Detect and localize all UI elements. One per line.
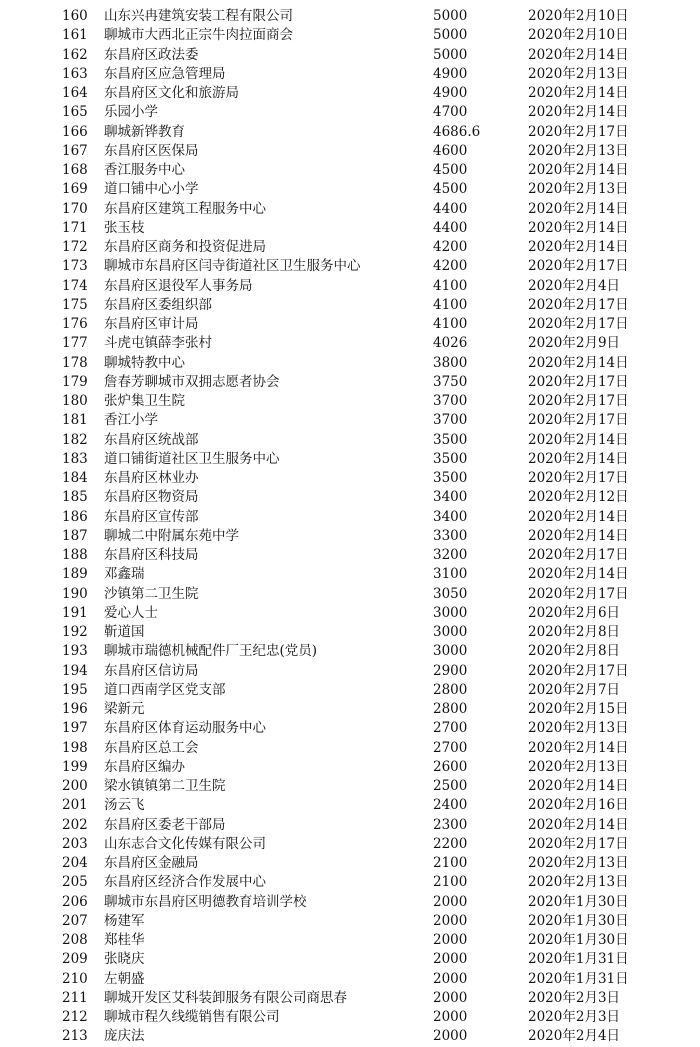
table-row: [0, 180, 700, 199]
donor-name: 聊城市瑞德机械配件厂王纪忠(党员): [104, 643, 318, 660]
donation-date: 2020年2月10日: [528, 27, 629, 44]
donation-date: 2020年2月17日: [528, 835, 629, 852]
donation-date: 2020年2月17日: [528, 412, 629, 429]
table-row: [0, 200, 700, 219]
donor-name: 左朝盛: [104, 970, 145, 987]
table-row: [0, 46, 700, 65]
donation-amount: 3200: [433, 547, 468, 563]
donation-date: 2020年2月17日: [528, 316, 629, 332]
donation-date: 2020年2月3日: [528, 989, 621, 1006]
donor-name: 东昌府区应急管理局: [104, 65, 226, 82]
donor-name: 邓鑫瑞: [104, 566, 145, 583]
donation-date: 2020年2月17日: [528, 258, 629, 275]
table-row: [0, 219, 700, 238]
table-row: [0, 719, 700, 738]
donation-date: 2020年2月13日: [528, 758, 629, 775]
table-row: [0, 854, 700, 873]
donor-name: 东昌府区信访局: [104, 662, 199, 679]
donation-date: 2020年2月14日: [528, 778, 629, 794]
donation-amount: 2000: [433, 932, 468, 948]
table-row: [0, 65, 700, 84]
table-row: [0, 161, 700, 180]
donation-amount: 4100: [433, 277, 468, 294]
donor-name: 东昌府区科技局: [104, 547, 199, 563]
donor-name: 爱心人士: [104, 604, 158, 621]
donation-amount: 2800: [433, 681, 468, 698]
donor-name: 乐园小学: [104, 104, 158, 121]
donor-name: 东昌府区林业办: [104, 470, 199, 486]
donation-date: 2020年2月8日: [528, 643, 621, 660]
donation-date: 2020年1月30日: [528, 893, 629, 910]
row-number: 168: [62, 162, 88, 178]
donation-date: 2020年2月17日: [528, 470, 629, 486]
row-number: 173: [62, 258, 88, 275]
donation-date: 2020年2月14日: [528, 104, 629, 121]
donation-amount: 4400: [433, 200, 468, 217]
donation-date: 2020年2月4日: [528, 277, 621, 294]
row-number: 191: [62, 604, 88, 621]
table-row: [0, 7, 700, 26]
donation-amount: 4200: [433, 239, 468, 255]
donation-amount: 2100: [433, 855, 468, 871]
table-row: [0, 546, 700, 565]
donation-amount: 2000: [433, 912, 468, 929]
donation-date: 2020年2月13日: [528, 181, 629, 198]
table-row: [0, 103, 700, 122]
table-row: [0, 238, 700, 257]
donation-date: 2020年2月14日: [528, 739, 629, 756]
donation-date: 2020年2月14日: [528, 46, 629, 63]
donor-name: 梁新元: [104, 701, 145, 717]
donation-amount: 3700: [433, 412, 468, 429]
table-row: [0, 642, 700, 661]
donation-amount: 3400: [433, 489, 468, 506]
table-row: [0, 912, 700, 931]
row-number: 207: [62, 912, 88, 929]
row-number: 160: [62, 8, 88, 24]
row-number: 172: [62, 239, 88, 255]
donor-name: 东昌府区委组织部: [104, 296, 212, 313]
donation-amount: 4700: [433, 104, 468, 121]
table-row: [0, 662, 700, 681]
row-number: 202: [62, 816, 88, 833]
donation-date: 2020年2月14日: [528, 450, 629, 467]
donation-date: 2020年2月9日: [528, 335, 621, 352]
donation-amount: 2000: [433, 951, 468, 968]
donation-date: 2020年2月12日: [528, 489, 629, 506]
donation-amount: 3000: [433, 643, 468, 660]
donation-date: 2020年2月6日: [528, 604, 621, 621]
donation-amount: 2100: [433, 874, 468, 891]
donation-amount: 2900: [433, 662, 468, 679]
donor-name: 山东志合文化传媒有限公司: [104, 835, 266, 852]
row-number: 188: [62, 547, 88, 563]
table-row: [0, 623, 700, 642]
row-number: 208: [62, 932, 88, 948]
donation-date: 2020年2月13日: [528, 855, 629, 871]
donation-amount: 5000: [433, 46, 468, 63]
table-row: [0, 950, 700, 969]
row-number: 213: [62, 1028, 88, 1045]
table-row: [0, 796, 700, 815]
row-number: 209: [62, 951, 88, 968]
donation-amount: 2000: [433, 1028, 468, 1045]
donation-date: 2020年2月17日: [528, 373, 629, 390]
row-number: 167: [62, 142, 88, 159]
donor-name: 庞庆法: [104, 1028, 145, 1045]
row-number: 182: [62, 431, 88, 448]
table-row: [0, 873, 700, 892]
donor-name: 东昌府区商务和投资促进局: [104, 239, 266, 255]
donation-date: 2020年2月14日: [528, 354, 629, 371]
table-row: [0, 411, 700, 430]
donation-amount: 3800: [433, 354, 468, 371]
row-number: 192: [62, 624, 88, 640]
row-number: 193: [62, 643, 88, 660]
row-number: 186: [62, 508, 88, 525]
table-row: [0, 488, 700, 507]
donation-amount: 4500: [433, 181, 468, 198]
table-row: [0, 970, 700, 989]
row-number: 185: [62, 489, 88, 506]
table-row: [0, 142, 700, 161]
donor-name: 聊城开发区艾科装卸服务有限公司商思春: [104, 989, 347, 1006]
donation-date: 2020年1月30日: [528, 912, 629, 929]
row-number: 187: [62, 527, 88, 544]
donation-date: 2020年2月17日: [528, 123, 629, 140]
row-number: 180: [62, 393, 88, 409]
donor-name: 香江服务中心: [104, 162, 185, 178]
donor-name: 东昌府区编办: [104, 758, 185, 775]
row-number: 181: [62, 412, 88, 429]
donation-amount: 4600: [433, 142, 468, 159]
donation-date: 2020年2月17日: [528, 585, 629, 602]
table-row: [0, 931, 700, 950]
donation-date: 2020年2月10日: [528, 8, 629, 24]
donation-date: 2020年1月31日: [528, 970, 629, 987]
donor-name: 杨建军: [104, 912, 145, 929]
table-row: [0, 354, 700, 373]
donor-name: 东昌府区金融局: [104, 855, 199, 871]
donor-name: 东昌府区宣传部: [104, 508, 199, 525]
donation-amount: 3300: [433, 527, 468, 544]
donor-name: 东昌府区建筑工程服务中心: [104, 200, 266, 217]
donation-date: 2020年2月14日: [528, 85, 629, 101]
donation-amount: 3500: [433, 450, 468, 467]
row-number: 184: [62, 470, 88, 486]
row-number: 164: [62, 85, 88, 101]
donor-name: 聊城市东昌府区明德教育培训学校: [104, 893, 307, 910]
donation-date: 2020年2月14日: [528, 162, 629, 178]
row-number: 162: [62, 46, 88, 63]
row-number: 176: [62, 316, 88, 332]
row-number: 196: [62, 701, 88, 717]
table-row: [0, 469, 700, 488]
donation-date: 2020年2月17日: [528, 662, 629, 679]
donation-amount: 2700: [433, 739, 468, 756]
donation-amount: 3500: [433, 431, 468, 448]
donation-amount: 5000: [433, 8, 468, 24]
row-number: 166: [62, 123, 88, 140]
donor-name: 东昌府区审计局: [104, 316, 199, 332]
donor-name: 东昌府区总工会: [104, 739, 199, 756]
row-number: 204: [62, 855, 88, 871]
table-row: [0, 604, 700, 623]
donation-amount: 2300: [433, 816, 468, 833]
row-number: 200: [62, 778, 88, 794]
donation-date: 2020年2月17日: [528, 296, 629, 313]
row-number: 197: [62, 720, 88, 737]
donor-name: 道口铺街道社区卫生服务中心: [104, 450, 280, 467]
donation-date: 2020年2月16日: [528, 797, 629, 814]
row-number: 177: [62, 335, 88, 352]
donation-amount: 3700: [433, 393, 468, 409]
donation-amount: 2700: [433, 720, 468, 737]
donation-amount: 2000: [433, 989, 468, 1006]
donor-name: 东昌府区统战部: [104, 431, 199, 448]
donation-amount: 4500: [433, 162, 468, 178]
table-row: [0, 257, 700, 276]
donation-date: 2020年2月3日: [528, 1009, 621, 1025]
row-number: 210: [62, 970, 88, 987]
donation-date: 2020年2月13日: [528, 874, 629, 891]
donation-date: 2020年2月14日: [528, 508, 629, 525]
donation-amount: 2000: [433, 970, 468, 987]
donation-amount: 2000: [433, 893, 468, 910]
row-number: 174: [62, 277, 88, 294]
table-row: [0, 527, 700, 546]
donation-date: 2020年2月14日: [528, 816, 629, 833]
donation-amount: 2000: [433, 1009, 468, 1025]
table-row: [0, 431, 700, 450]
donor-name: 聊城市程久线缆销售有限公司: [104, 1009, 280, 1025]
donation-amount: 3000: [433, 604, 468, 621]
donation-amount: 4100: [433, 296, 468, 313]
row-number: 198: [62, 739, 88, 756]
row-number: 206: [62, 893, 88, 910]
donation-amount: 4400: [433, 219, 468, 236]
table-row: [0, 84, 700, 103]
donor-name: 香江小学: [104, 412, 158, 429]
table-row: [0, 777, 700, 796]
donation-date: 2020年2月15日: [528, 701, 629, 717]
donation-amount: 4200: [433, 258, 468, 275]
donor-name: 东昌府区物资局: [104, 489, 199, 506]
table-row: [0, 277, 700, 296]
donor-name: 聊城市大西北正宗牛肉拉面商会: [104, 27, 293, 44]
donation-amount: 2400: [433, 797, 468, 814]
donor-name: 山东兴冉建筑安装工程有限公司: [104, 8, 293, 24]
donation-date: 2020年2月7日: [528, 681, 621, 698]
donor-name: 靳道国: [104, 624, 145, 640]
donation-amount: 4026: [433, 335, 468, 352]
donation-amount: 3000: [433, 624, 468, 640]
donor-name: 斗虎屯镇薛李张村: [104, 335, 212, 352]
donation-amount: 3100: [433, 566, 468, 583]
donor-name: 道口西南学区党支部: [104, 681, 226, 698]
table-row: [0, 315, 700, 334]
donor-name: 郑桂华: [104, 932, 145, 948]
donor-name: 东昌府区委老干部局: [104, 816, 226, 833]
table-row: [0, 758, 700, 777]
donation-amount: 3050: [433, 585, 468, 602]
donation-date: 2020年2月14日: [528, 431, 629, 448]
row-number: 171: [62, 219, 88, 236]
donor-name: 聊城新铧教育: [104, 123, 185, 140]
row-number: 201: [62, 797, 88, 814]
donation-amount: 2600: [433, 758, 468, 775]
table-row: [0, 739, 700, 758]
table-row: [0, 585, 700, 604]
table-row: [0, 508, 700, 527]
donor-name: 聊城二中附属东苑中学: [104, 527, 239, 544]
donation-amount: 4686.6: [433, 123, 481, 140]
donation-date: 2020年1月30日: [528, 932, 629, 948]
row-number: 165: [62, 104, 88, 121]
row-number: 183: [62, 450, 88, 467]
donation-date: 2020年2月17日: [528, 393, 629, 409]
table-row: [0, 893, 700, 912]
row-number: 169: [62, 181, 88, 198]
donation-date: 2020年2月14日: [528, 239, 629, 255]
donor-name: 张玉枝: [104, 219, 145, 236]
donor-name: 张晓庆: [104, 951, 145, 968]
table-row: [0, 1027, 700, 1046]
row-number: 205: [62, 874, 88, 891]
donation-amount: 3400: [433, 508, 468, 525]
row-number: 190: [62, 585, 88, 602]
row-number: 161: [62, 27, 88, 44]
row-number: 199: [62, 758, 88, 775]
donation-amount: 2200: [433, 835, 468, 852]
row-number: 170: [62, 200, 88, 217]
donor-name: 东昌府区经济合作发展中心: [104, 874, 266, 891]
donation-amount: 5000: [433, 27, 468, 44]
donation-date: 2020年1月31日: [528, 951, 629, 968]
table-row: [0, 835, 700, 854]
donation-date: 2020年2月13日: [528, 720, 629, 737]
donation-amount: 2800: [433, 701, 468, 717]
row-number: 163: [62, 65, 88, 82]
table-row: [0, 373, 700, 392]
row-number: 194: [62, 662, 88, 679]
donation-date: 2020年2月13日: [528, 65, 629, 82]
donation-date: 2020年2月14日: [528, 527, 629, 544]
donor-name: 东昌府区退役军人事务局: [104, 277, 253, 294]
donor-name: 詹春芳聊城市双拥志愿者协会: [104, 373, 280, 390]
donor-name: 东昌府区医保局: [104, 142, 199, 159]
donor-name: 聊城特教中心: [104, 354, 185, 371]
donor-name: 张炉集卫生院: [104, 393, 185, 409]
table-row: [0, 681, 700, 700]
donation-amount: 3500: [433, 470, 468, 486]
donor-name: 道口铺中心小学: [104, 181, 199, 198]
row-number: 203: [62, 835, 88, 852]
table-row: [0, 392, 700, 411]
donor-name: 东昌府区政法委: [104, 46, 199, 63]
donation-date: 2020年2月14日: [528, 219, 629, 236]
donation-amount: 4100: [433, 316, 468, 332]
donation-date: 2020年2月17日: [528, 547, 629, 563]
table-row: [0, 334, 700, 353]
donation-date: 2020年2月8日: [528, 624, 621, 640]
donor-name: 沙镇第二卫生院: [104, 585, 199, 602]
donation-date: 2020年2月14日: [528, 566, 629, 583]
donor-name: 汤云飞: [104, 797, 145, 814]
donation-amount: 2500: [433, 778, 468, 794]
table-row: [0, 989, 700, 1008]
donor-name: 东昌府区文化和旅游局: [104, 85, 239, 101]
table-row: [0, 1008, 700, 1027]
table-row: [0, 450, 700, 469]
row-number: 195: [62, 681, 88, 698]
table-row: [0, 26, 700, 45]
donation-date: 2020年2月13日: [528, 142, 629, 159]
table-row: [0, 816, 700, 835]
row-number: 211: [62, 989, 88, 1006]
table-row: [0, 296, 700, 315]
row-number: 212: [62, 1009, 88, 1025]
row-number: 179: [62, 373, 88, 390]
donation-amount: 3750: [433, 373, 468, 390]
donor-name: 东昌府区体育运动服务中心: [104, 720, 266, 737]
table-row: [0, 123, 700, 142]
table-row: [0, 565, 700, 584]
donation-amount: 4900: [433, 85, 468, 101]
row-number: 178: [62, 354, 88, 371]
donation-amount: 4900: [433, 65, 468, 82]
donation-date: 2020年2月14日: [528, 200, 629, 217]
row-number: 189: [62, 566, 88, 583]
donor-name: 梁水镇镇第二卫生院: [104, 778, 226, 794]
row-number: 175: [62, 296, 88, 313]
table-row: [0, 700, 700, 719]
donation-date: 2020年2月4日: [528, 1028, 621, 1045]
donor-name: 聊城市东昌府区闫寺街道社区卫生服务中心: [104, 258, 361, 275]
